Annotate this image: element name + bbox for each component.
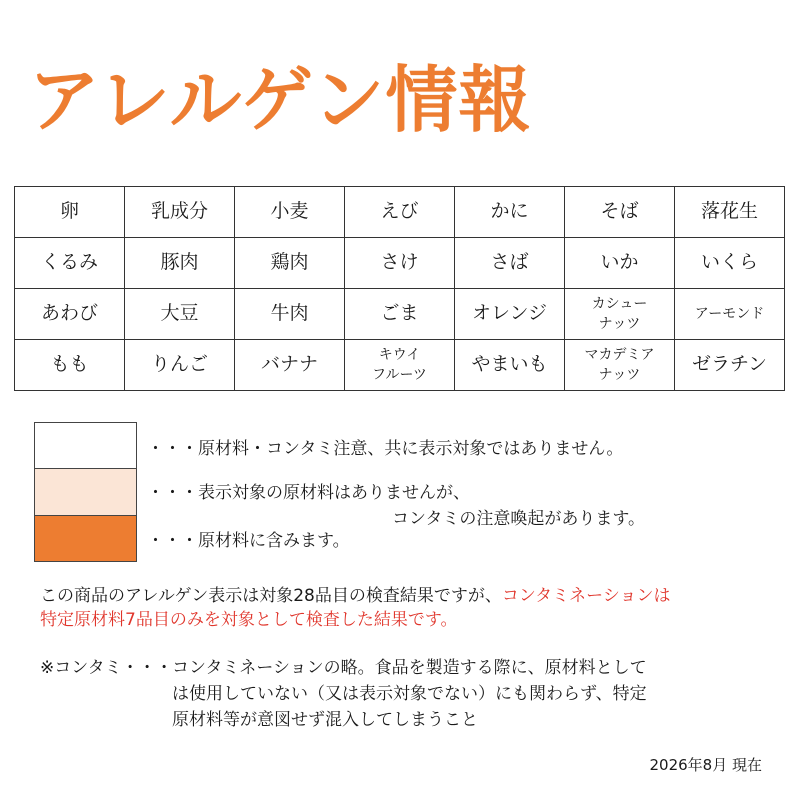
table-row bbox=[15, 187, 785, 238]
allergen-cell: 鶏肉 bbox=[235, 238, 345, 289]
allergen-cell: マカデミア ナッツ bbox=[565, 340, 675, 391]
legend-text-contains: ・・・原材料に含みます。 bbox=[147, 531, 350, 551]
allergen-cell: アーモンド bbox=[675, 289, 785, 340]
allergen-cell: さば bbox=[455, 238, 565, 289]
allergen-cell: もも bbox=[15, 340, 125, 391]
test-note-highlight: コンタミネーションは bbox=[501, 586, 671, 606]
allergen-cell: 落花生 bbox=[675, 187, 785, 238]
allergen-cell: 豚肉 bbox=[125, 238, 235, 289]
allergen-cell: りんご bbox=[125, 340, 235, 391]
allergen-table bbox=[14, 186, 785, 391]
allergen-cell: キウイ フルーツ bbox=[345, 340, 455, 391]
table-row bbox=[15, 289, 785, 340]
allergen-cell: 大豆 bbox=[125, 289, 235, 340]
allergen-cell: ごま bbox=[345, 289, 455, 340]
table-row bbox=[15, 238, 785, 289]
allergen-cell: オレンジ bbox=[455, 289, 565, 340]
allergen-cell: 小麦 bbox=[235, 187, 345, 238]
test-note-line-2: 特定原材料7品目のみを対象として検査した結果です。 bbox=[40, 610, 458, 630]
allergen-cell: くるみ bbox=[15, 238, 125, 289]
table-row bbox=[15, 340, 785, 391]
test-note-line-1 bbox=[40, 584, 671, 608]
allergen-cell: かに bbox=[455, 187, 565, 238]
allergen-cell: そば bbox=[565, 187, 675, 238]
legend-swatch-contami bbox=[34, 468, 137, 516]
allergen-cell: 牛肉 bbox=[235, 289, 345, 340]
allergen-cell: いか bbox=[565, 238, 675, 289]
contami-label: ※コンタミ・・・ bbox=[40, 658, 173, 678]
allergen-cell: さけ bbox=[345, 238, 455, 289]
allergen-cell: やまいも bbox=[455, 340, 565, 391]
legend-text-contami-2: コンタミの注意喚起があります。 bbox=[392, 509, 645, 529]
allergen-cell: えび bbox=[345, 187, 455, 238]
legend-swatch-none bbox=[34, 422, 137, 469]
allergen-cell: カシュー ナッツ bbox=[565, 289, 675, 340]
allergen-cell: バナナ bbox=[235, 340, 345, 391]
date-stamp: 2026年8月 現在 bbox=[649, 756, 762, 774]
test-note-text: この商品のアレルゲン表示は対象28品目の検査結果ですが、 bbox=[40, 586, 502, 606]
legend-swatch-contains bbox=[34, 515, 137, 562]
allergen-cell: 卵 bbox=[15, 187, 125, 238]
allergen-cell: あわび bbox=[15, 289, 125, 340]
contami-definition-2: は使用していない（又は表示対象でない）にも関わらず、特定 bbox=[172, 684, 647, 704]
legend-text-none: ・・・原材料・コンタミ注意、共に表示対象ではありません。 bbox=[147, 439, 624, 459]
contami-definition-3: 原材料等が意図せず混入してしまうこと bbox=[172, 710, 478, 730]
legend-text-contami: ・・・表示対象の原材料はありませんが、 bbox=[147, 483, 470, 503]
page-title: アレルゲン情報 bbox=[28, 58, 532, 142]
allergen-cell: いくら bbox=[675, 238, 785, 289]
contami-definition-1: コンタミネーションの略。食品を製造する際に、原材料として bbox=[172, 658, 647, 678]
allergen-cell: 乳成分 bbox=[125, 187, 235, 238]
allergen-cell: ゼラチン bbox=[675, 340, 785, 391]
